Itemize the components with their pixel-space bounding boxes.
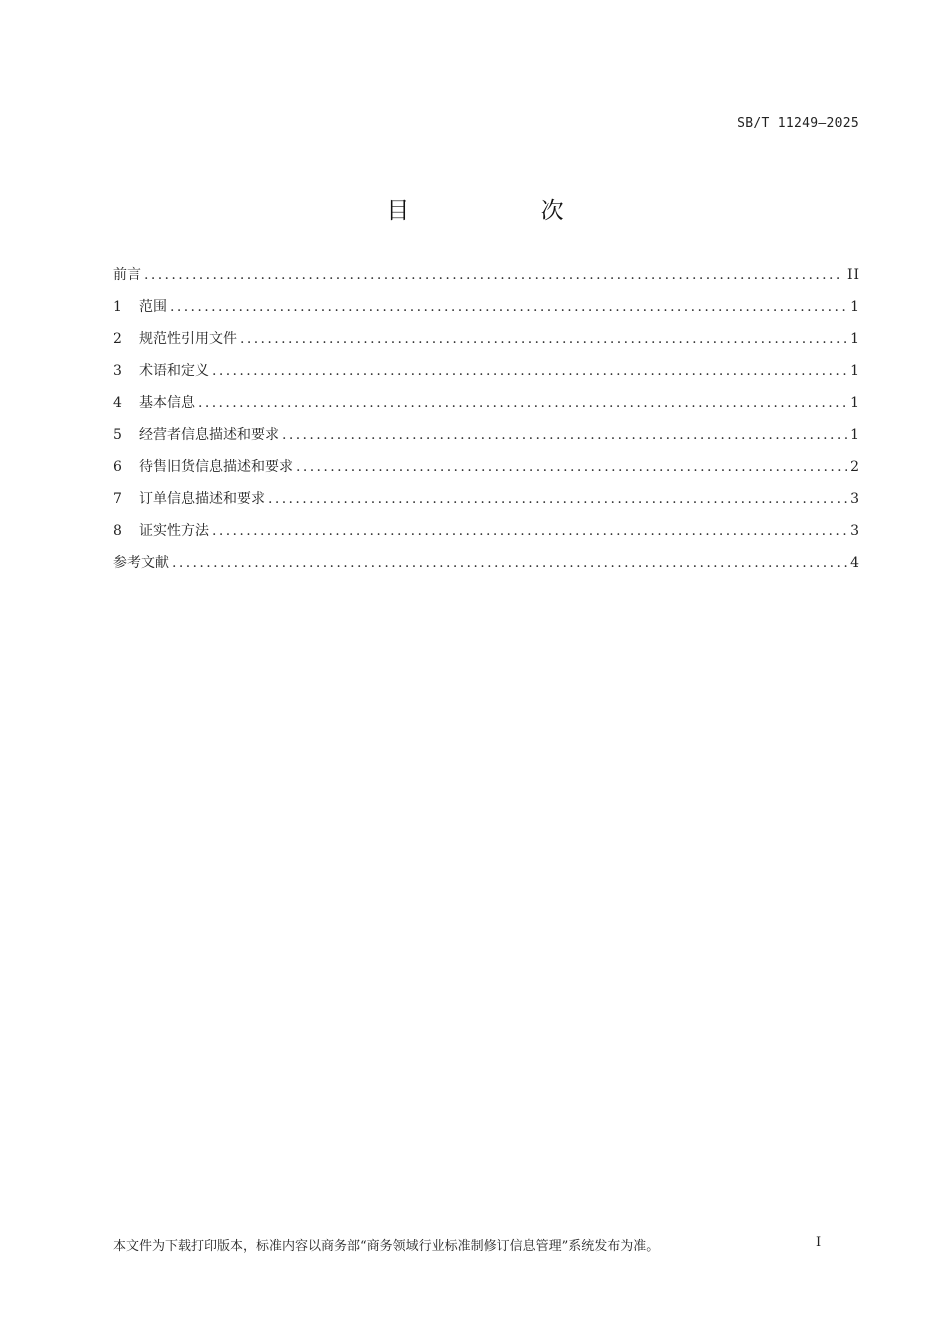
toc-dot-leader bbox=[212, 355, 847, 387]
toc-dot-leader bbox=[296, 451, 847, 483]
toc-entry-number: 8 bbox=[113, 523, 122, 539]
toc-entry-page: 1 bbox=[850, 299, 860, 315]
toc-dot-leader bbox=[144, 259, 844, 291]
toc-entry-operator-info[interactable] bbox=[113, 419, 860, 451]
toc-dot-leader bbox=[170, 291, 847, 323]
toc-entry-label: 证实性方法 bbox=[139, 523, 209, 539]
toc-entry-scope[interactable] bbox=[113, 291, 860, 323]
toc-dot-leader bbox=[212, 515, 847, 547]
toc-entry-normative-references[interactable] bbox=[113, 323, 860, 355]
toc-entry-page: 3 bbox=[850, 491, 860, 507]
toc-entry-page: 4 bbox=[850, 555, 860, 571]
toc-entry-page: 1 bbox=[850, 427, 860, 443]
toc-entry-verification-methods[interactable] bbox=[113, 515, 860, 547]
toc-title: 目 次 bbox=[386, 198, 626, 224]
toc-entry-label: 参考文献 bbox=[113, 555, 169, 571]
footer-note: 本文件为下载打印版本，标准内容以商务部“商务领域行业标准制修订信息管理”系统发布为准。 bbox=[113, 1239, 660, 1254]
toc-entry-number: 5 bbox=[113, 427, 122, 443]
toc-entry-number: 4 bbox=[113, 395, 122, 411]
toc-entry-label: 规范性引用文件 bbox=[139, 331, 237, 347]
toc-entry-number: 2 bbox=[113, 331, 122, 347]
toc-entry-label: 基本信息 bbox=[139, 395, 195, 411]
toc-entry-page: 2 bbox=[850, 459, 860, 475]
toc-entry-page: 1 bbox=[850, 363, 860, 379]
toc-dot-leader bbox=[172, 547, 847, 579]
toc-entry-label: 经营者信息描述和要求 bbox=[139, 427, 279, 443]
toc-dot-leader bbox=[282, 419, 847, 451]
standard-code: SB/T 11249—2025 bbox=[737, 116, 859, 131]
toc-entry-terms-definitions[interactable] bbox=[113, 355, 860, 387]
toc-entry-label: 订单信息描述和要求 bbox=[139, 491, 265, 507]
toc-entry-number: 1 bbox=[113, 299, 122, 315]
toc-entry-label: 前言 bbox=[113, 267, 141, 283]
toc-entry-page: 1 bbox=[850, 395, 860, 411]
toc-entry-label: 待售旧货信息描述和要求 bbox=[139, 459, 293, 475]
toc-entry-label: 术语和定义 bbox=[139, 363, 209, 379]
toc-entry-page: 3 bbox=[850, 523, 860, 539]
table-of-contents bbox=[113, 259, 860, 579]
toc-entry-number: 6 bbox=[113, 459, 122, 475]
toc-entry-page: 1 bbox=[850, 331, 860, 347]
footer-page-number: I bbox=[816, 1235, 822, 1250]
toc-entry-order-info[interactable] bbox=[113, 483, 860, 515]
toc-entry-label: 范围 bbox=[139, 299, 167, 315]
toc-entry-page: II bbox=[846, 267, 860, 283]
toc-dot-leader bbox=[198, 387, 847, 419]
toc-entry-basic-information[interactable] bbox=[113, 387, 860, 419]
toc-entry-number: 7 bbox=[113, 491, 122, 507]
toc-entry-bibliography[interactable] bbox=[113, 547, 860, 579]
toc-dot-leader bbox=[268, 483, 847, 515]
toc-entry-goods-info[interactable] bbox=[113, 451, 860, 483]
toc-entry-number: 3 bbox=[113, 363, 122, 379]
toc-entry-foreword[interactable] bbox=[113, 259, 860, 291]
toc-dot-leader bbox=[240, 323, 847, 355]
